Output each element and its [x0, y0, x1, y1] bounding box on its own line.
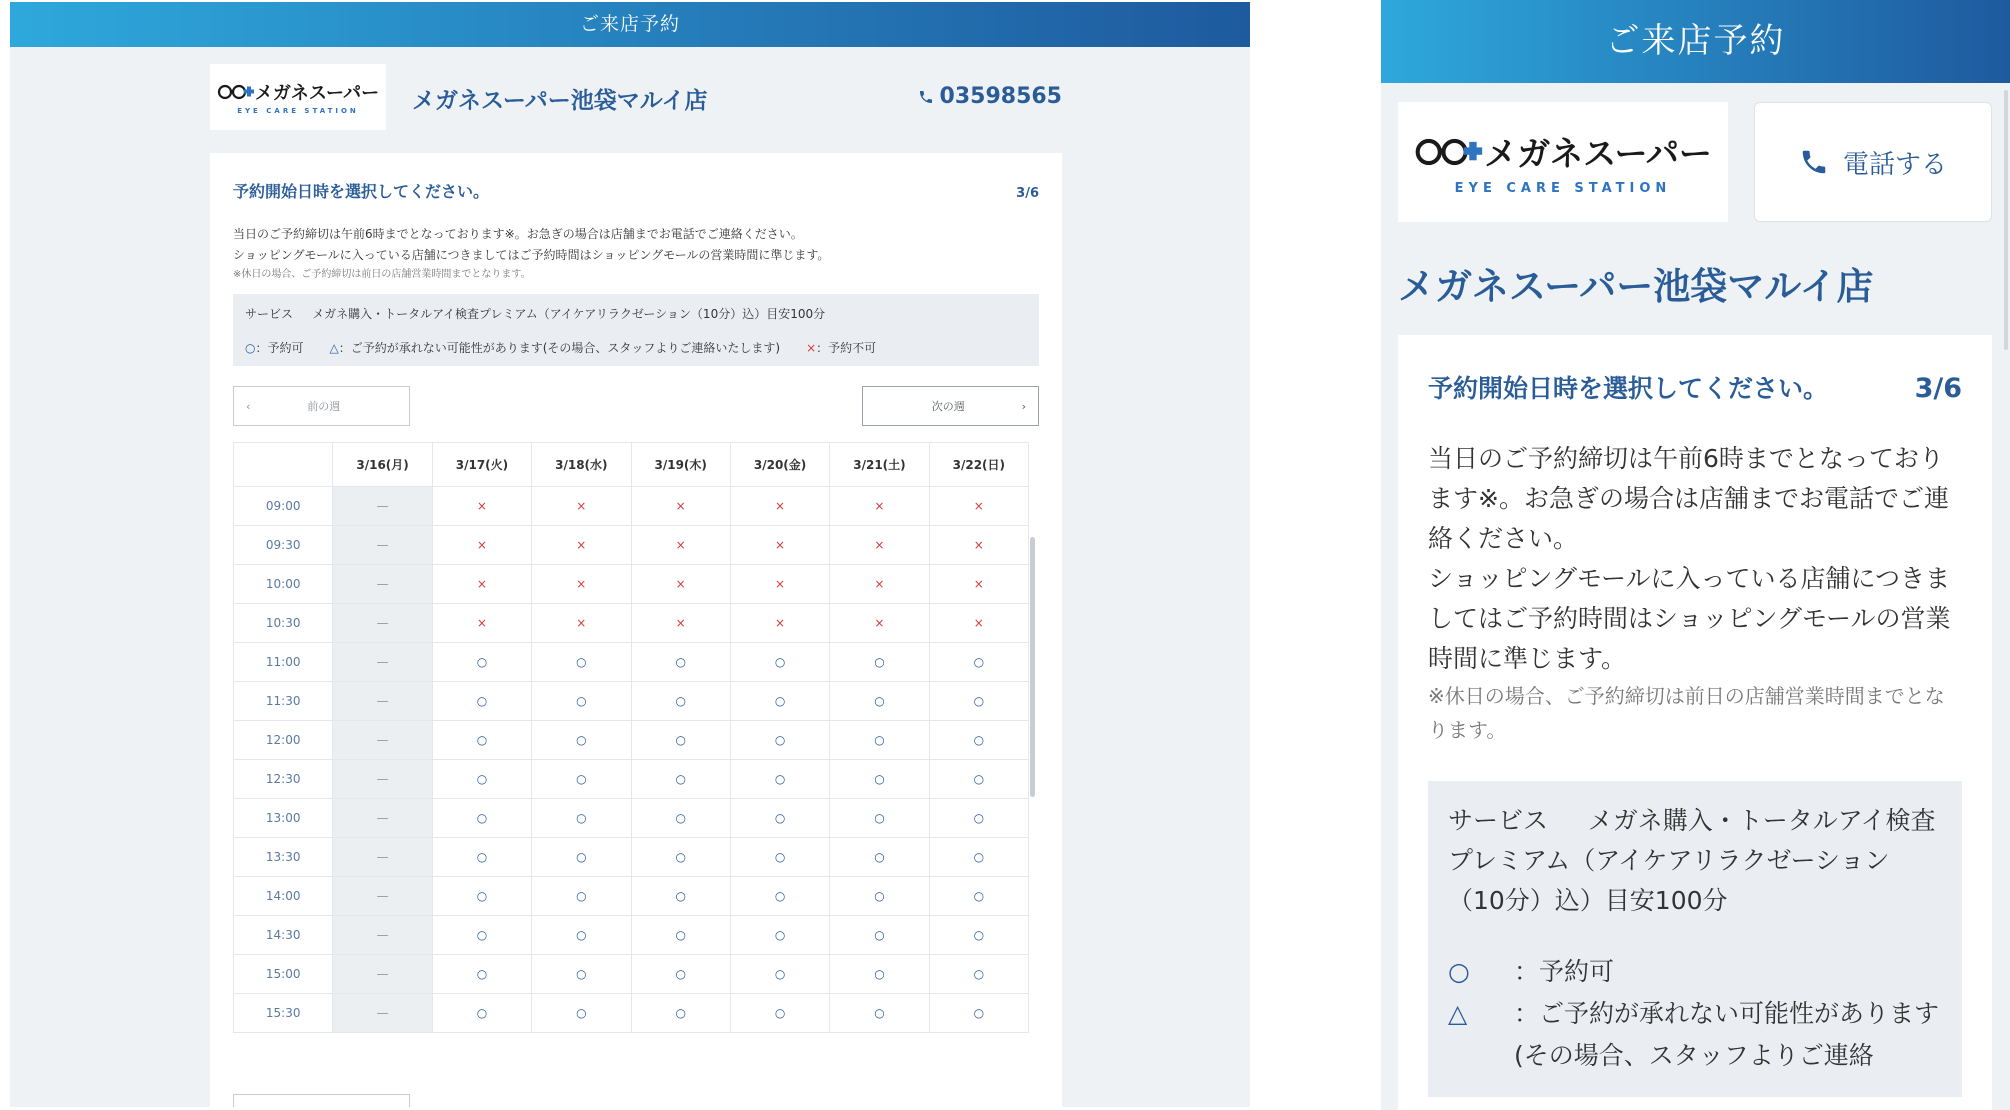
mobile-card-title: 予約開始日時を選択してください。: [1428, 374, 1829, 403]
mobile-legend-available: ○ ：予約可: [1448, 957, 1615, 986]
notice-text: 当日のご予約締切は午前6時までとなっております※。お急ぎの場合は店舗までお電話でご連絡ください。 ショッピングモールに入っている店舗につきましてはご予約時間はショッピングモールの営業時間に準じます。 ※休日の場合、ご予約締切は前日の店舗営業時間までとなります。: [233, 224, 1039, 284]
schedule-date-header: 3/20(金): [730, 443, 829, 487]
slot-available[interactable]: ○: [830, 877, 929, 916]
table-scrollbar[interactable]: [1030, 537, 1035, 797]
schedule-time-label: 10:30: [234, 604, 333, 643]
schedule-time-label: 13:30: [234, 838, 333, 877]
slot-unavailable: ×: [730, 487, 829, 526]
mobile-step-indicator: 3/6: [1914, 373, 1962, 404]
slot-unavailable: ×: [631, 487, 730, 526]
slot-disabled: —: [333, 838, 432, 877]
mobile-notice-text: 当日のご予約締切は午前6時までとなっております※。お急ぎの場合は店舗までお電話でご連絡ください。 ショッピングモールに入っている店舗につきましてはご予約時間はショッピングモールの営業時間に準じます。 ※休日の場合、ご予約締切は前日の店舗営業時間までとなります。: [1428, 439, 1962, 747]
slot-disabled: —: [333, 487, 432, 526]
mobile-store-name: メガネスーパー池袋マルイ店: [1398, 265, 1874, 308]
schedule-row: [234, 799, 1029, 838]
prev-week-button[interactable]: ‹ 前の週: [233, 386, 410, 426]
slot-unavailable: ×: [631, 526, 730, 565]
phone-number: 03598565: [939, 84, 1062, 109]
slot-unavailable: ×: [730, 604, 829, 643]
slot-available[interactable]: ○: [532, 721, 631, 760]
schedule-row: [234, 526, 1029, 565]
schedule-time-label: 12:00: [234, 721, 333, 760]
legend-unavailable: ×：予約不可: [806, 341, 877, 355]
slot-unavailable: ×: [730, 526, 829, 565]
slot-available[interactable]: ○: [830, 838, 929, 877]
slot-available[interactable]: ○: [432, 721, 531, 760]
mobile-scrollbar[interactable]: [2004, 90, 2008, 350]
page-title: ご来店予約: [579, 13, 680, 35]
schedule-row: [234, 916, 1029, 955]
slot-available[interactable]: ○: [532, 838, 631, 877]
phone-link[interactable]: [918, 84, 1062, 109]
logo-text: メガネスーパー: [254, 83, 380, 104]
schedule-time-label: 09:30: [234, 526, 333, 565]
slot-available[interactable]: ○: [929, 682, 1028, 721]
desktop-view: [10, 2, 1250, 1107]
slot-disabled: —: [333, 721, 432, 760]
schedule-row: [234, 682, 1029, 721]
slot-available[interactable]: ○: [929, 916, 1028, 955]
slot-unavailable: ×: [830, 604, 929, 643]
slot-unavailable: ×: [532, 604, 631, 643]
slot-available[interactable]: ○: [432, 994, 531, 1033]
slot-available[interactable]: ○: [532, 955, 631, 994]
schedule-row: [234, 487, 1029, 526]
schedule-time-label: 11:00: [234, 643, 333, 682]
card-title: 予約開始日時を選択してください。: [233, 182, 490, 201]
schedule-date-header: 3/22(日): [929, 443, 1028, 487]
schedule-time-label: 12:30: [234, 760, 333, 799]
mobile-legend-limited: △ ：ご予約が承れない可能性があります(その場合、スタッフよりご連絡: [1448, 999, 1940, 1070]
legend: [245, 338, 1027, 358]
mobile-service-info: [1428, 781, 1962, 1097]
slot-available[interactable]: ○: [432, 916, 531, 955]
slot-available[interactable]: ○: [730, 877, 829, 916]
slot-available[interactable]: ○: [830, 643, 929, 682]
slot-unavailable: ×: [432, 487, 531, 526]
slot-available[interactable]: ○: [532, 799, 631, 838]
schedule-row: [234, 721, 1029, 760]
schedule-row: [234, 643, 1029, 682]
schedule-time-label: 11:30: [234, 682, 333, 721]
glasses-plus-icon: [1414, 137, 1484, 167]
slot-available[interactable]: ○: [830, 682, 929, 721]
schedule-date-header: 3/19(木): [631, 443, 730, 487]
schedule-row: [234, 565, 1029, 604]
schedule-date-header: 3/21(土): [830, 443, 929, 487]
slot-available[interactable]: ○: [730, 916, 829, 955]
slot-available[interactable]: ○: [532, 877, 631, 916]
slot-available[interactable]: ○: [532, 916, 631, 955]
schedule-time-label: 14:30: [234, 916, 333, 955]
schedule-corner-cell: [234, 443, 333, 487]
schedule-table: [233, 442, 1029, 1033]
slot-unavailable: ×: [730, 565, 829, 604]
slot-available[interactable]: ○: [730, 760, 829, 799]
mobile-service-label: サービス: [1448, 806, 1549, 835]
schedule-row: [234, 838, 1029, 877]
service-name: メガネ購入・トータルアイ検査プレミアム（アイケアリラクゼーション（10分）込）目安100分: [312, 307, 826, 321]
slot-unavailable: ×: [929, 565, 1028, 604]
slot-available[interactable]: ○: [631, 799, 730, 838]
slot-unavailable: ×: [432, 526, 531, 565]
slot-available[interactable]: ○: [929, 838, 1028, 877]
mobile-legend: [1448, 951, 1942, 1077]
slot-available[interactable]: ○: [929, 721, 1028, 760]
schedule-time-label: 13:00: [234, 799, 333, 838]
schedule-row: [234, 604, 1029, 643]
slot-available[interactable]: ○: [432, 760, 531, 799]
slot-unavailable: ×: [532, 487, 631, 526]
slot-available[interactable]: ○: [631, 682, 730, 721]
service-label: サービス: [245, 307, 294, 321]
call-button[interactable]: [1754, 102, 1992, 222]
slot-disabled: —: [333, 916, 432, 955]
mobile-logo-subtitle: EYE CARE STATION: [1454, 181, 1672, 196]
slot-unavailable: ×: [830, 565, 929, 604]
schedule-date-header: 3/16(月): [333, 443, 432, 487]
schedule-time-label: 15:30: [234, 994, 333, 1033]
back-button[interactable]: [233, 1094, 410, 1107]
slot-available[interactable]: ○: [432, 955, 531, 994]
schedule-date-header: 3/18(水): [532, 443, 631, 487]
schedule-time-label: 15:00: [234, 955, 333, 994]
page-header: [10, 2, 1250, 47]
slot-available[interactable]: ○: [432, 643, 531, 682]
slot-available[interactable]: ○: [830, 955, 929, 994]
slot-available[interactable]: ○: [830, 760, 929, 799]
chevron-left-icon: ‹: [246, 399, 251, 413]
slot-available[interactable]: ○: [432, 838, 531, 877]
slot-disabled: —: [333, 760, 432, 799]
slot-available[interactable]: ○: [631, 643, 730, 682]
schedule-time-label: 14:00: [234, 877, 333, 916]
slot-available[interactable]: ○: [730, 721, 829, 760]
slot-available[interactable]: ○: [631, 994, 730, 1033]
store-logo[interactable]: [210, 64, 386, 130]
slot-unavailable: ×: [830, 526, 929, 565]
next-week-button[interactable]: 次の週 ›: [862, 386, 1039, 426]
mobile-reservation-card: [1398, 335, 1992, 1110]
phone-icon: [918, 89, 934, 105]
slot-available[interactable]: ○: [432, 799, 531, 838]
service-info: [233, 294, 1039, 366]
slot-available[interactable]: ○: [631, 877, 730, 916]
store-header: [210, 64, 1062, 134]
call-button-label: 電話する: [1842, 149, 1947, 180]
slot-disabled: —: [333, 565, 432, 604]
slot-unavailable: ×: [929, 526, 1028, 565]
schedule-time-label: 10:00: [234, 565, 333, 604]
mobile-holiday-note: ※休日の場合、ご予約締切は前日の店舗営業時間までとなります。: [1428, 684, 1945, 742]
legend-limited: △：ご予約が承れない可能性があります(その場合、スタッフよりご連絡いたします): [329, 341, 781, 355]
slot-available[interactable]: ○: [730, 994, 829, 1033]
reservation-card: [210, 153, 1062, 1107]
holiday-note: ※休日の場合、ご予約締切は前日の店舗営業時間までとなります。: [233, 269, 531, 280]
step-indicator: 3/6: [1016, 186, 1039, 201]
slot-available[interactable]: ○: [830, 994, 929, 1033]
slot-available[interactable]: ○: [929, 643, 1028, 682]
slot-unavailable: ×: [432, 604, 531, 643]
slot-available[interactable]: ○: [432, 682, 531, 721]
slot-available[interactable]: ○: [730, 643, 829, 682]
slot-available[interactable]: ○: [532, 682, 631, 721]
store-name: メガネスーパー池袋マルイ店: [412, 88, 708, 114]
glasses-plus-icon: [217, 84, 255, 100]
mobile-page-header: [1381, 0, 2010, 83]
phone-icon: [1799, 147, 1829, 177]
slot-disabled: —: [333, 604, 432, 643]
slot-disabled: —: [333, 643, 432, 682]
slot-unavailable: ×: [532, 526, 631, 565]
slot-disabled: —: [333, 877, 432, 916]
legend-available: ○：予約可: [245, 341, 304, 355]
slot-disabled: —: [333, 682, 432, 721]
slot-available[interactable]: ○: [631, 916, 730, 955]
slot-disabled: —: [333, 799, 432, 838]
slot-available[interactable]: ○: [929, 955, 1028, 994]
schedule-row: [234, 760, 1029, 799]
schedule-date-header: 3/17(火): [432, 443, 531, 487]
slot-available[interactable]: ○: [532, 994, 631, 1033]
schedule-time-label: 09:00: [234, 487, 333, 526]
slot-disabled: —: [333, 526, 432, 565]
schedule-row: [234, 994, 1029, 1033]
slot-available[interactable]: ○: [929, 760, 1028, 799]
slot-unavailable: ×: [631, 604, 730, 643]
mobile-page-title: ご来店予約: [1605, 21, 1786, 61]
logo-subtitle: EYE CARE STATION: [237, 107, 359, 115]
slot-available[interactable]: ○: [730, 955, 829, 994]
slot-available[interactable]: ○: [631, 838, 730, 877]
mobile-view: [1381, 0, 2010, 1110]
schedule-row: [234, 877, 1029, 916]
slot-available[interactable]: ○: [532, 643, 631, 682]
slot-unavailable: ×: [830, 487, 929, 526]
slot-disabled: —: [333, 994, 432, 1033]
mobile-service-name: メガネ購入・トータルアイ検査プレミアム（アイケアリラクゼーション（10分）込）目安100分: [1448, 806, 1936, 915]
slot-available[interactable]: ○: [631, 955, 730, 994]
slot-available[interactable]: ○: [830, 799, 929, 838]
slot-unavailable: ×: [929, 604, 1028, 643]
schedule-header-row: [234, 443, 1029, 487]
slot-available[interactable]: ○: [432, 877, 531, 916]
chevron-right-icon: ›: [1021, 399, 1026, 413]
slot-available[interactable]: ○: [532, 760, 631, 799]
slot-available[interactable]: ○: [929, 877, 1028, 916]
slot-available[interactable]: ○: [631, 721, 730, 760]
slot-available[interactable]: ○: [929, 799, 1028, 838]
slot-unavailable: ×: [929, 487, 1028, 526]
mobile-logo-text: メガネスーパー: [1484, 134, 1712, 173]
week-navigation: [233, 386, 1039, 426]
slot-available[interactable]: ○: [929, 994, 1028, 1033]
slot-disabled: —: [333, 955, 432, 994]
slot-unavailable: ×: [631, 565, 730, 604]
slot-available[interactable]: ○: [730, 799, 829, 838]
slot-unavailable: ×: [532, 565, 631, 604]
slot-available[interactable]: ○: [830, 721, 929, 760]
slot-available[interactable]: ○: [730, 682, 829, 721]
slot-available[interactable]: ○: [830, 916, 929, 955]
slot-available[interactable]: ○: [631, 760, 730, 799]
mobile-store-logo[interactable]: [1398, 102, 1728, 222]
slot-available[interactable]: ○: [730, 838, 829, 877]
schedule-row: [234, 955, 1029, 994]
slot-unavailable: ×: [432, 565, 531, 604]
